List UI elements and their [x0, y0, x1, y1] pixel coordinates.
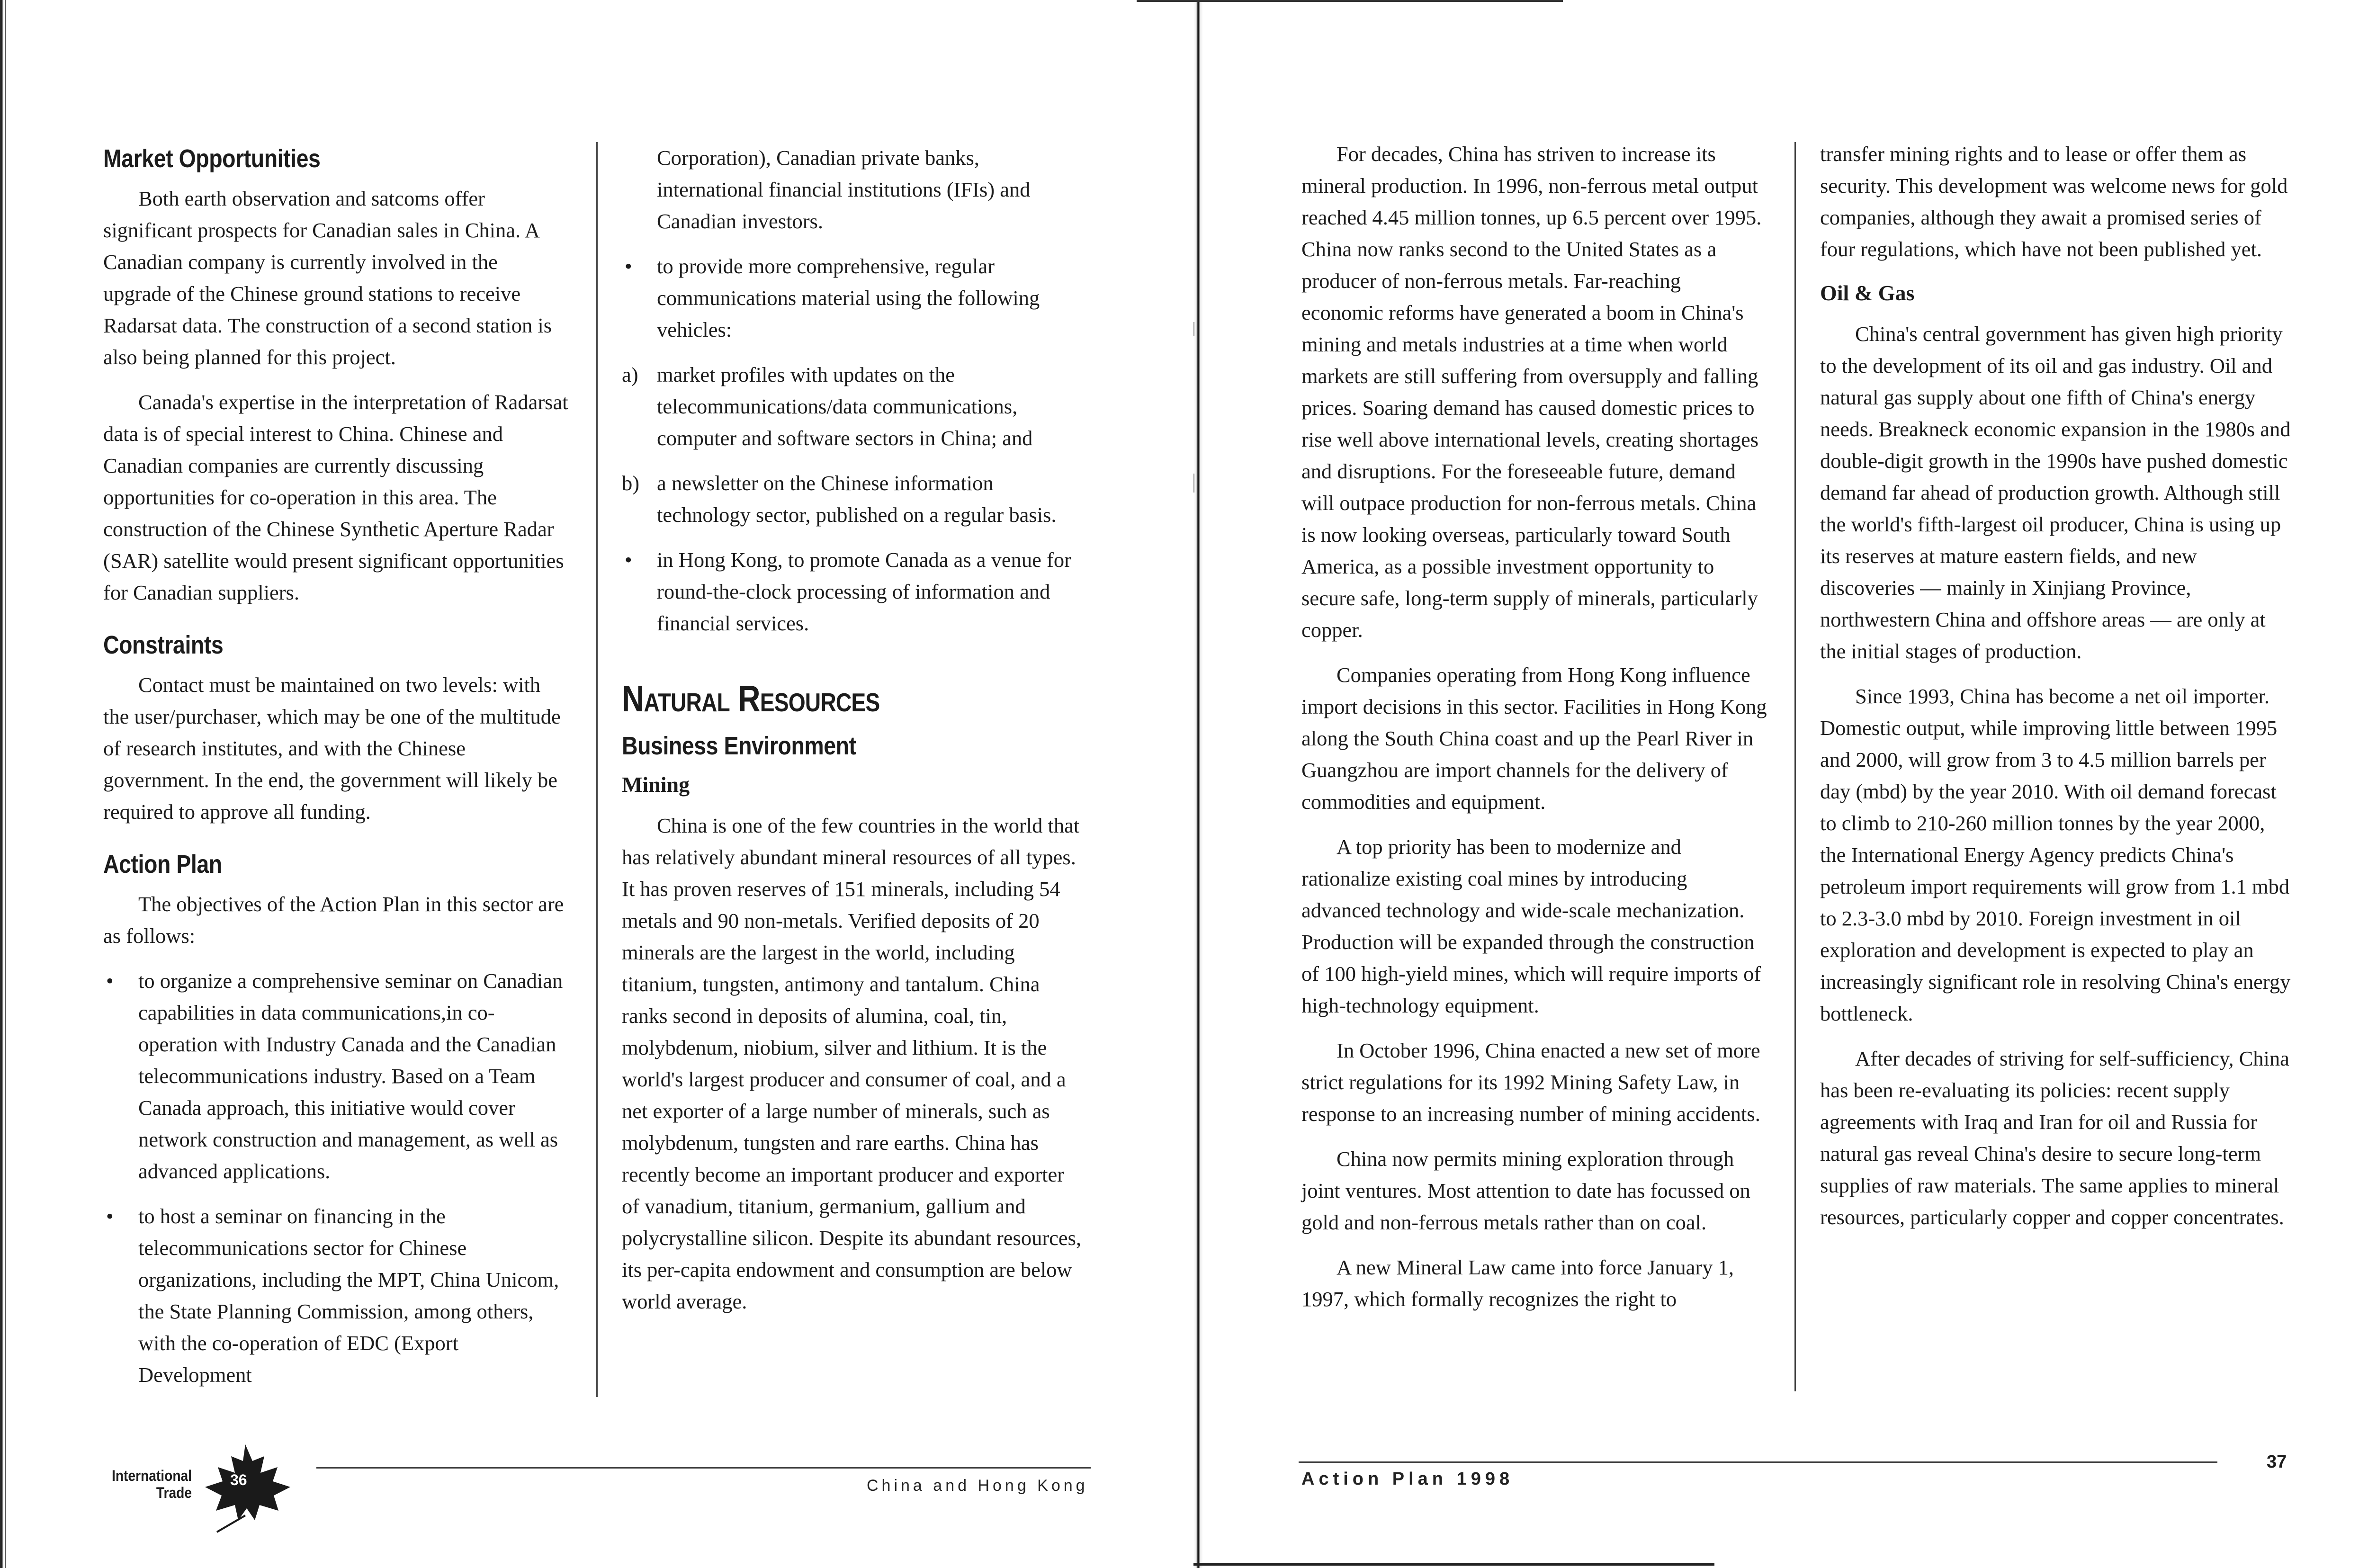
- market-paragraph-1: Both earth observation and satcoms offer significant prospects for Canadian sales in China. A Canadian company is currently involved in the upgrade of the Chinese ground stations to receive Radarsat data. The construction of a second station is also being planned for this project.: [103, 187, 552, 369]
- column-divider-left: [596, 142, 598, 1397]
- market-paragraph-2: Canada's expertise in the interpretation of Radarsat data is of special interest to China. Chinese and Canadian companies are currently discussing opportunities for co-operation in this area. The construction of the Chinese Synthetic Aperture Radar (SAR) satellite would present significant opportunities for Canadian suppliers.: [103, 390, 568, 604]
- right-footer-rule: [1299, 1461, 2217, 1463]
- left-page-edge: [0, 0, 7, 1568]
- oil-gas-paragraph-3: After decades of striving for self-sufficiency, China has been re-evaluating its policies: recent supply agreements with Iraq and Iran for oil and Russia for natural gas reveal China's desire to secure long-term supplies of raw materials. The same applies to mineral resources, particularly copper and copper concentrates.: [1820, 1047, 2289, 1229]
- list-item: • to organize a comprehensive seminar on Canadian capabilities in data communications,in co-operation with Industry Canada and the Canadian telecommunications industry. Based on a Team Canada approach, this initiative would cover network construction and management, as well as advanced applications.: [103, 965, 570, 1187]
- action-plan-list-continued: [622, 251, 1086, 346]
- action-plan-intro: The objectives of the Action Plan in this sector are as follows:: [103, 892, 564, 948]
- market-opportunities-heading: Market Opportunities: [103, 144, 321, 173]
- left-footer-title: China and Hong Kong: [867, 1477, 1088, 1495]
- constraints-heading: Constraints: [103, 631, 224, 659]
- oil-gas-paragraph-1: China's central government has given high priority to the development of its oil and gas industry. Oil and natural gas supply about one fifth of China's energy needs. Breakneck economic expansion in the 1980s and double-digit growth in the 1990s have pushed domestic demand far ahead of production growth. Although still the world's fifth-largest oil producer, China is using up its reserves at mature eastern fields, and new discoveries — mainly in Xinjiang Province, northwestern China and offshore areas — are only at the initial stages of production.: [1820, 322, 2291, 663]
- mining-rights-continuation: transfer mining rights and to lease or offer them as security. This development was welcome news for gold companies, although they await a promised series of four regulations, which have not been published yet.: [1820, 142, 2288, 261]
- book-spine: [1193, 0, 1203, 1568]
- minerals-paragraph-1: For decades, China has striven to increase its mineral production. In 1996, non-ferrous metal output reached 4.45 million tonnes, up 6.5 percent over 1995. China now ranks second to the United States as a producer of non-ferrous metals. Far-reaching economic reforms have generated a boom in China's mining and metals industries at a time when world markets are still suffering from oversupply and falling prices. Soaring demand has caused domestic prices to rise well above international levels, creating shortages and disruptions. For the foreseeable future, demand will outpace production for non-ferrous metals. China is now looking overseas, particularly toward South America, as a possible investment opportunity to secure safe, long-term supply of minerals, particularly copper.: [1301, 142, 1762, 642]
- list-item: • to host a seminar on financing in the telecommunications sector for Chinese organizations, including the MPT, China Unicom, the State Planning Commission, among others, with the co-operation of EDC (Export Development: [103, 1201, 570, 1391]
- bullet-continuation: Corporation), Canadian private banks, international financial institutions (IFIs) and Canadian investors.: [657, 146, 1031, 233]
- right-column-2: [1820, 138, 2294, 1246]
- list-item: [622, 467, 1086, 531]
- logo-line-2: Trade: [156, 1484, 192, 1501]
- sublist-marker-b: b): [622, 471, 640, 495]
- logo-line-1: International: [112, 1467, 192, 1484]
- sublist-marker-a: a): [622, 363, 638, 386]
- spine-bottom-shadow: [1193, 1563, 1714, 1566]
- left-column-2: [622, 142, 1086, 1331]
- minerals-paragraph-5: China now permits mining exploration through joint ventures. Most attention to date has focussed on gold and non-ferrous metals rather than on coal.: [1301, 1147, 1750, 1234]
- vehicle-sublist: [622, 359, 1086, 531]
- right-column-1: [1301, 138, 1768, 1328]
- right-footer-title: Action Plan 1998: [1301, 1469, 1514, 1489]
- left-footer-rule: [316, 1467, 1091, 1469]
- action-plan-list-final: [622, 544, 1086, 639]
- minerals-paragraph-4: In October 1996, China enacted a new set of more strict regulations for its 1992 Mining Safety Law, in response to an increasing number of mining accidents.: [1301, 1039, 1760, 1126]
- constraints-paragraph: Contact must be maintained on two levels: with the user/purchaser, which may be one of the multitude of research institutes, and with the Chinese government. In the end, the government will likely be required to approve all funding.: [103, 673, 561, 824]
- sublist-text-b: a newsletter on the Chinese information technology sector, published on a regular basis.: [657, 471, 1057, 527]
- list-item: • to provide more comprehensive, regular communications material using the following vehicles:: [622, 251, 1086, 346]
- mining-paragraph: China is one of the few countries in the world that has relatively abundant mineral resources of all types. It has proven reserves of 151 minerals, including 54 metals and 90 non-metals. Verified deposits of 20 minerals are the largest in the world, including titanium, tungsten, antimony and tantalum. China ranks second in deposits of alumina, coal, tin, molybdenum, niobium, silver and lithium. It is the world's largest producer and consumer of coal, and a net exporter of a large number of minerals, such as molybdenum, tungsten and rare earths. China has recently become an important producer and exporter of vanadium, titanium, germanium, gallium and polycrystalline silicon. Despite its abundant resources, its per-capita endowment and consumption are below world average.: [622, 814, 1082, 1313]
- sublist-text-a: market profiles with updates on the telecommunications/data communications, computer and software sectors in China; and: [657, 363, 1033, 450]
- oil-gas-heading: Oil & Gas: [1820, 281, 1915, 305]
- scan-speck: [1193, 474, 1194, 493]
- list-item: [622, 359, 1086, 454]
- mining-heading: Mining: [622, 772, 690, 797]
- column-divider-right: [1794, 142, 1796, 1391]
- list-item: • in Hong Kong, to promote Canada as a venue for round-the-clock processing of information and financial services.: [622, 544, 1086, 639]
- left-page-number: 36: [230, 1471, 247, 1488]
- minerals-paragraph-2: Companies operating from Hong Kong influence import decisions in this sector. Facilities in Hong Kong along the South China coast and up the Pearl River in Guangzhou are import channels for the delivery of commodities and equipment.: [1301, 663, 1767, 814]
- left-column-1: [103, 138, 570, 1404]
- action-plan-list: [103, 965, 570, 1391]
- natural-resources-heading: Natural Resources: [622, 678, 880, 719]
- minerals-paragraph-3: A top priority has been to modernize and rationalize existing coal mines by introducing advanced technology and wide-scale mechanization. Production will be expanded through the construction of 100 high-yield mines, which will require imports of high-technology equipment.: [1301, 835, 1761, 1017]
- scan-speck: [1193, 322, 1194, 336]
- action-plan-heading: Action Plan: [103, 850, 222, 878]
- minerals-paragraph-6: A new Mineral Law came into force January 1, 1997, which formally recognizes the right to: [1301, 1255, 1734, 1311]
- oil-gas-paragraph-2: Since 1993, China has become a net oil importer. Domestic output, while improving little between 1995 and 2000, will grow from 3 to 4.5 million barrels per day (mbd) by the year 2010. With oil demand forecast to climb to 210-260 million tonnes by the year 2000, the International Energy Agency predicts China's petroleum import requirements will grow from 1.1 mbd to 2.3-3.0 mbd by 2010. Foreign investment in oil exploration and development is expected to play an increasingly significant role in resolving China's energy bottleneck.: [1820, 684, 2291, 1025]
- right-page-number: 37: [2267, 1452, 2287, 1472]
- business-environment-heading: Business Environment: [622, 732, 856, 760]
- international-trade-logo-text: [86, 1467, 192, 1501]
- maple-leaf-icon: [198, 1440, 297, 1534]
- spine-top-shadow: [1137, 0, 1563, 2]
